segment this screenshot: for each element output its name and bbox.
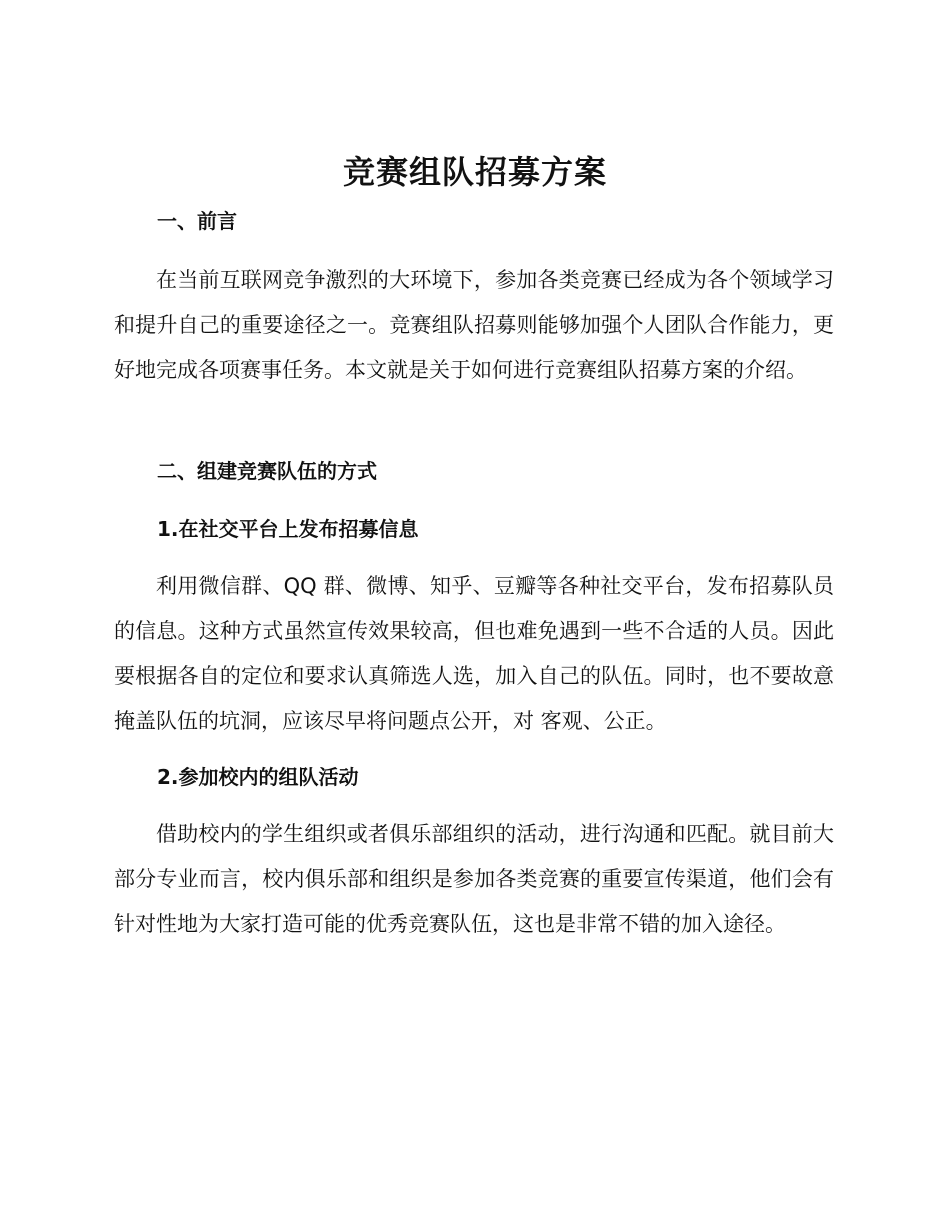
subsection-heading-campus-activities: 2.参加校内的组队活动 bbox=[157, 765, 359, 789]
section-heading-team-building-methods: 二、组建竞赛队伍的方式 bbox=[157, 459, 377, 483]
subsection-paragraph-social-platforms: 利用微信群、QQ 群、微博、知乎、豆瓣等各种社交平台，发布招募队员的信息。这种方式虽然宣传效果较高，但也难免遇到一些不合适的人员。因此要根据各自的定位和要求认真筛选人选，加入自己的队伍。同时，也不要故意掩盖队伍的坑洞，应该尽早将问题点公开，对 客观、公正。 bbox=[114, 574, 834, 733]
document-title: 竞赛组队招募方案 bbox=[342, 153, 607, 191]
subsection-paragraph-campus-activities: 借助校内的学生组织或者俱乐部组织的活动，进行沟通和匹配。就目前大部分专业而言，校内俱乐部和组织是参加各类竞赛的重要宣传渠道，他们会有针对性地为大家打造可能的优秀竞赛队伍，这也是非常不错的加入途径。 bbox=[114, 822, 834, 936]
subsection-heading-social-platforms: 1.在社交平台上发布招募信息 bbox=[157, 517, 419, 541]
section-paragraph-preface: 在当前互联网竞争激烈的大环境下，参加各类竞赛已经成为各个领域学习和提升自己的重要途径之一。竞赛组队招募则能够加强个人团队合作能力，更好地完成各项赛事任务。本文就是关于如何进行竞赛组队招募方案的介绍。 bbox=[114, 268, 834, 382]
section-heading-preface: 一、前言 bbox=[157, 209, 237, 233]
